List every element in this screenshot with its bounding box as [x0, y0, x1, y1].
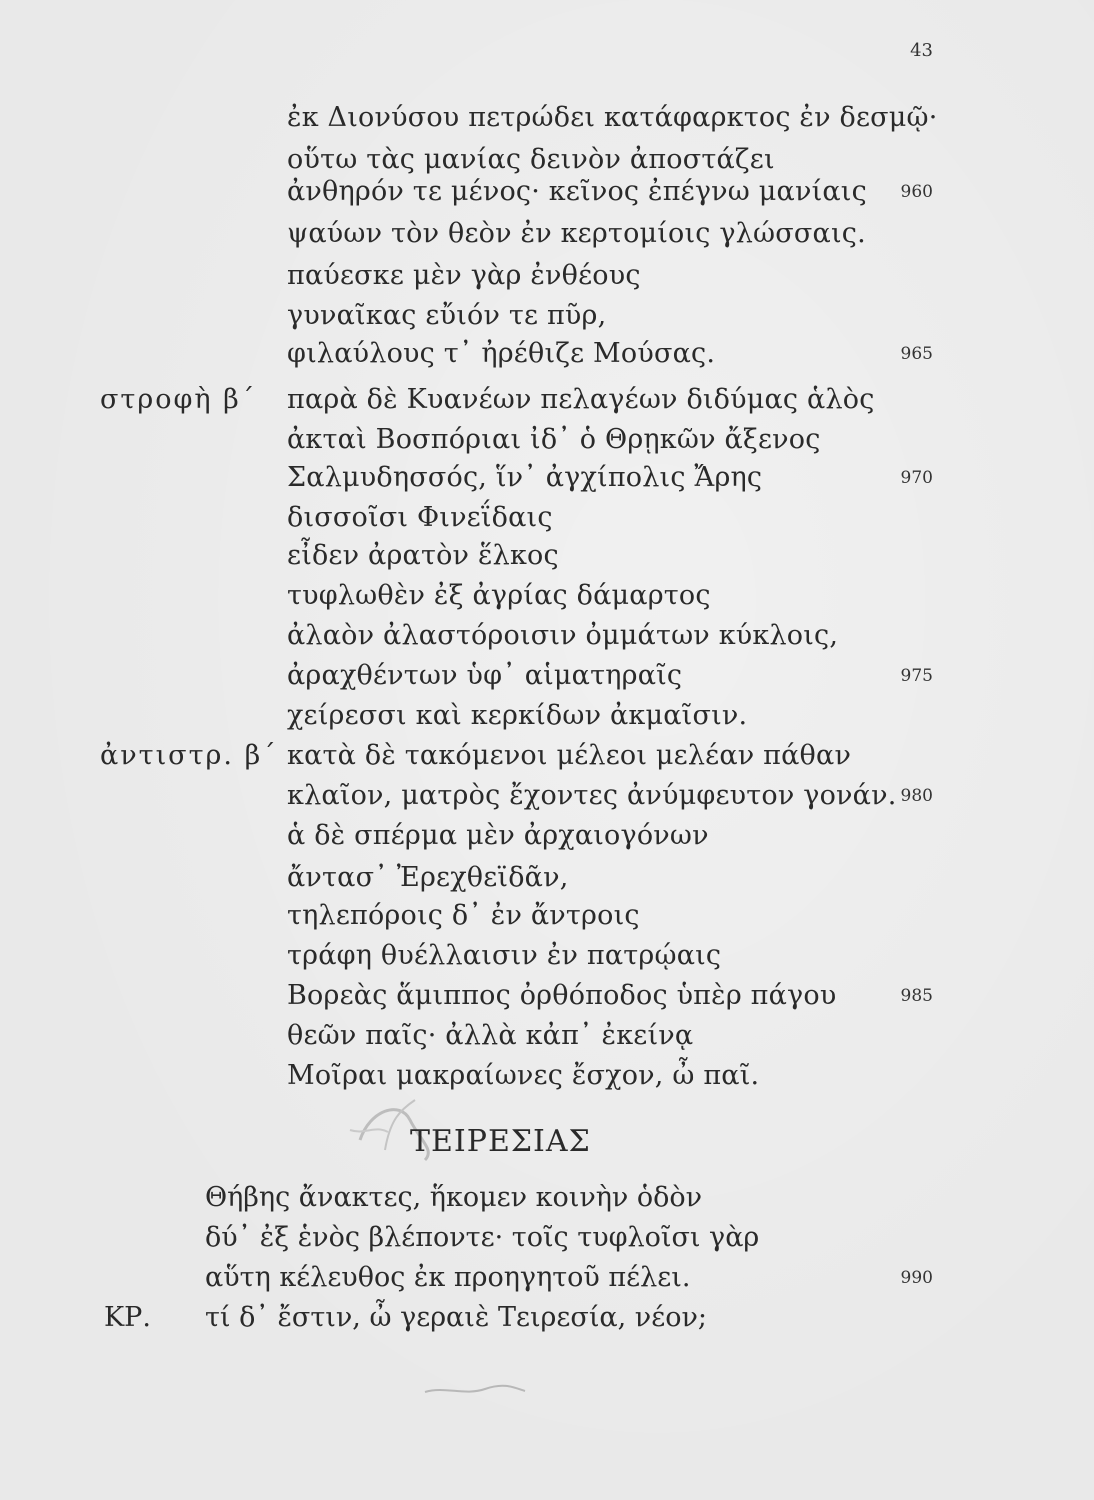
verse-text: παρὰ δὲ Κυανέων πελαγέων διδύμας ἁλὸς: [287, 384, 875, 415]
strophe-label: στροφὴ β΄: [100, 384, 257, 415]
antistrophe-label: ἀντιστρ. β΄: [100, 740, 278, 771]
page-number: 43: [910, 40, 933, 61]
verse-text: ἀλαὸν ἀλαστόροισιν ὀμμάτων κύκλοις,: [287, 620, 839, 651]
verse-text: ἄντασ᾽ Ἐρεχθεϊδᾶν,: [287, 862, 569, 893]
verse-text: γυναῖκας εὔιόν τε πῦρ,: [287, 300, 607, 331]
line-number: 960: [900, 182, 933, 202]
verse-text: ἀνθηρόν τε μένος· κεῖνος ἐπέγνω μανίαις: [287, 176, 867, 207]
speech-line: τί δ᾽ ἔστιν, ὦ γεραιὲ Τειρεσία, νέον;: [205, 1302, 707, 1333]
pencil-mark-decoration: [420, 1380, 530, 1400]
verse-text: ψαύων τὸν θεὸν ἐν κερτομίοις γλώσσαις.: [287, 218, 866, 249]
verse-text: κλαῖον, ματρὸς ἔχοντες ἀνύμφευτον γονάν.: [287, 780, 897, 811]
line-number: 985: [900, 986, 933, 1006]
verse-text: δισσοῖσι Φινεΐδαις: [287, 502, 553, 533]
verse-text: χείρεσσι καὶ κερκίδων ἀκμαῖσιν.: [287, 700, 748, 731]
verse-text: ἁ δὲ σπέρμα μὲν ἀρχαιογόνων: [287, 820, 709, 851]
verse-text: ἀκταὶ Βοσπόριαι ἰδ᾽ ὁ Θρῃκῶν ἄξενος: [287, 424, 821, 455]
speaker-heading-tiresias: ΤΕΙΡΕΣΙΑΣ: [410, 1124, 591, 1159]
line-number: 980: [900, 786, 933, 806]
speaker-label-creon: ΚΡ.: [104, 1302, 151, 1333]
verse-text: Μοῖραι μακραίωνες ἔσχον, ὦ παῖ.: [287, 1060, 760, 1091]
speech-line: Θήβης ἄνακτες, ἥκομεν κοινὴν ὁδὸν: [205, 1182, 703, 1213]
speech-line: δύ᾽ ἐξ ἑνὸς βλέποντε· τοῖς τυφλοῖσι γὰρ: [205, 1222, 760, 1253]
verse-text: θεῶν παῖς· ἀλλὰ κἀπ᾽ ἐκείνᾳ: [287, 1020, 694, 1051]
line-number: 965: [900, 344, 933, 364]
verse-text: τηλεπόροις δ᾽ ἐν ἄντροις: [287, 900, 640, 931]
line-number: 970: [900, 468, 933, 488]
verse-text: εἶδεν ἀρατὸν ἕλκος: [287, 540, 559, 571]
line-number: 975: [900, 666, 933, 686]
line-number: 990: [900, 1268, 933, 1288]
verse-text: Σαλμυδησσός, ἵν᾽ ἀγχίπολις Ἄρης: [287, 462, 763, 493]
verse-text: ἀραχθέντων ὑφ᾽ αἱματηραῖς: [287, 660, 683, 691]
verse-text: ἐκ Διονύσου πετρώδει κατάφαρκτος ἐν δεσμῷ·: [287, 102, 938, 133]
verse-text: κατὰ δὲ τακόμενοι μέλεοι μελέαν πάθαν: [287, 740, 852, 771]
speech-line: αὕτη κέλευθος ἐκ προηγητοῦ πέλει.: [205, 1262, 691, 1293]
verse-text: τυφλωθὲν ἐξ ἀγρίας δάμαρτος: [287, 580, 711, 611]
verse-text: Βορεὰς ἅμιππος ὀρθόποδος ὑπὲρ πάγου: [287, 980, 837, 1011]
verse-text: παύεσκε μὲν γὰρ ἐνθέους: [287, 260, 641, 291]
verse-text: οὕτω τὰς μανίας δεινὸν ἀποστάζει: [287, 144, 775, 175]
verse-text: τράφη θυέλλαισιν ἐν πατρῴαις: [287, 940, 722, 971]
verse-text: φιλαύλους τ᾽ ἠρέθιζε Μούσας.: [287, 338, 716, 369]
